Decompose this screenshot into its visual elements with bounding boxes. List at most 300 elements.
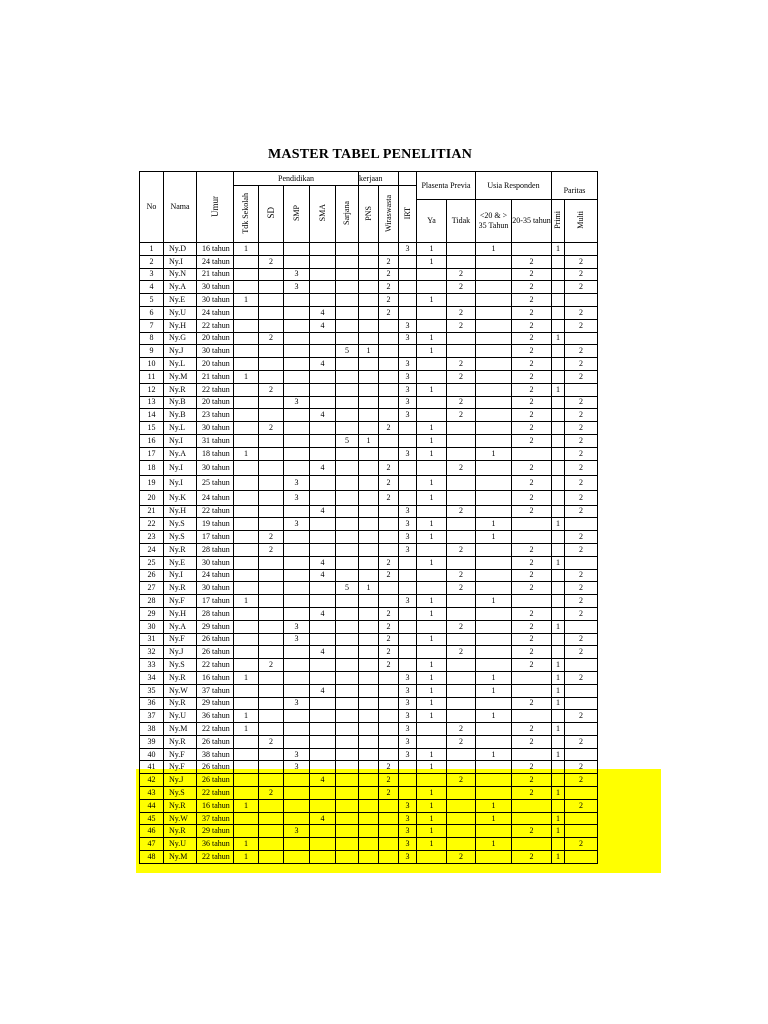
cell-pns: [359, 255, 379, 268]
cell-ya: 1: [417, 684, 447, 697]
cell-pns: 1: [359, 434, 379, 447]
cell-pns: [359, 518, 379, 531]
cell-wiraswasta: [379, 543, 399, 556]
cell-wiraswasta: [379, 748, 399, 761]
cell-tdk-sekolah: [234, 434, 259, 447]
cell-nama: Ny.E: [164, 556, 197, 569]
cell-primi: 1: [552, 787, 565, 800]
cell-sarjana: [336, 319, 359, 332]
cell-ya: 1: [417, 607, 447, 620]
cell-no: 5: [140, 294, 164, 307]
cell-usia-lt20: [476, 294, 512, 307]
cell-umur: 30 tahun: [197, 582, 234, 595]
cell-usia-20-35: [512, 748, 552, 761]
cell-wiraswasta: 2: [379, 475, 399, 490]
cell-usia-20-35: 2: [512, 281, 552, 294]
cell-smp: 3: [284, 697, 310, 710]
cell-pns: 1: [359, 582, 379, 595]
cell-pns: [359, 505, 379, 518]
cell-sma: [310, 799, 336, 812]
cell-wiraswasta: [379, 518, 399, 531]
cell-no: 32: [140, 646, 164, 659]
cell-wiraswasta: [379, 358, 399, 371]
cell-primi: [552, 607, 565, 620]
cell-nama: Ny.J: [164, 345, 197, 358]
cell-primi: 1: [552, 697, 565, 710]
cell-umur: 30 tahun: [197, 345, 234, 358]
table-row: [140, 434, 598, 447]
cell-usia-20-35: [512, 531, 552, 544]
cell-ya: [417, 851, 447, 864]
cell-irt: [399, 306, 417, 319]
cell-sd: [259, 582, 284, 595]
table-row: [140, 531, 598, 544]
cell-usia-20-35: 2: [512, 294, 552, 307]
cell-sd: [259, 838, 284, 851]
cell-sd: [259, 358, 284, 371]
table-row: [140, 851, 598, 864]
cell-sma: [310, 748, 336, 761]
cell-umur: 28 tahun: [197, 607, 234, 620]
cell-irt: 3: [399, 543, 417, 556]
cell-nama: Ny.R: [164, 697, 197, 710]
cell-no: 48: [140, 851, 164, 864]
cell-smp: [284, 787, 310, 800]
cell-no: 23: [140, 531, 164, 544]
cell-sd: [259, 620, 284, 633]
cell-usia-20-35: 2: [512, 358, 552, 371]
cell-wiraswasta: [379, 332, 399, 345]
cell-primi: [552, 294, 565, 307]
cell-pns: [359, 409, 379, 422]
cell-usia-lt20: [476, 582, 512, 595]
cell-ya: [417, 723, 447, 736]
cell-multi: 2: [565, 447, 598, 460]
cell-tdk-sekolah: [234, 774, 259, 787]
cell-sarjana: [336, 543, 359, 556]
cell-sma: [310, 620, 336, 633]
cell-umur: 17 tahun: [197, 531, 234, 544]
cell-nama: Ny.U: [164, 710, 197, 723]
cell-primi: 1: [552, 332, 565, 345]
cell-primi: 1: [552, 825, 565, 838]
cell-usia-lt20: 1: [476, 671, 512, 684]
table-row: [140, 710, 598, 723]
cell-sma: [310, 268, 336, 281]
cell-irt: [399, 434, 417, 447]
cell-primi: [552, 460, 565, 475]
cell-sma: 4: [310, 556, 336, 569]
cell-tidak: [447, 607, 476, 620]
cell-usia-lt20: [476, 332, 512, 345]
cell-sma: [310, 294, 336, 307]
cell-smp: 3: [284, 761, 310, 774]
cell-nama: Ny.W: [164, 812, 197, 825]
cell-smp: [284, 684, 310, 697]
cell-wiraswasta: 2: [379, 607, 399, 620]
cell-usia-lt20: [476, 633, 512, 646]
cell-usia-lt20: [476, 475, 512, 490]
cell-smp: 3: [284, 281, 310, 294]
cell-sarjana: [336, 620, 359, 633]
cell-sd: [259, 851, 284, 864]
table-row: [140, 358, 598, 371]
cell-no: 19: [140, 475, 164, 490]
cell-tdk-sekolah: [234, 543, 259, 556]
cell-sd: 2: [259, 787, 284, 800]
cell-tdk-sekolah: [234, 358, 259, 371]
cell-smp: [284, 710, 310, 723]
cell-sd: [259, 268, 284, 281]
cell-sd: [259, 490, 284, 505]
cell-usia-20-35: 2: [512, 697, 552, 710]
cell-pns: [359, 787, 379, 800]
cell-primi: 1: [552, 243, 565, 256]
cell-tidak: [447, 761, 476, 774]
cell-sd: [259, 774, 284, 787]
cell-tidak: [447, 531, 476, 544]
cell-umur: 20 tahun: [197, 332, 234, 345]
cell-nama: Ny.F: [164, 761, 197, 774]
cell-usia-20-35: [512, 838, 552, 851]
cell-umur: 37 tahun: [197, 812, 234, 825]
cell-sarjana: [336, 646, 359, 659]
cell-sarjana: [336, 281, 359, 294]
cell-primi: [552, 761, 565, 774]
cell-sd: [259, 475, 284, 490]
cell-primi: 1: [552, 748, 565, 761]
cell-usia-lt20: 1: [476, 595, 512, 608]
cell-wiraswasta: 2: [379, 268, 399, 281]
cell-wiraswasta: 2: [379, 294, 399, 307]
cell-nama: Ny.E: [164, 294, 197, 307]
cell-umur: 22 tahun: [197, 505, 234, 518]
cell-nama: Ny.I: [164, 460, 197, 475]
cell-usia-lt20: [476, 697, 512, 710]
cell-multi: 2: [565, 505, 598, 518]
cell-wiraswasta: 2: [379, 659, 399, 672]
cell-sarjana: [336, 268, 359, 281]
cell-irt: 3: [399, 396, 417, 409]
cell-usia-lt20: [476, 319, 512, 332]
cell-sd: 2: [259, 659, 284, 672]
cell-tdk-sekolah: [234, 475, 259, 490]
cell-tidak: [447, 345, 476, 358]
cell-sd: [259, 243, 284, 256]
cell-sd: [259, 556, 284, 569]
cell-pns: [359, 684, 379, 697]
cell-nama: Ny.S: [164, 659, 197, 672]
cell-wiraswasta: [379, 409, 399, 422]
cell-tidak: 2: [447, 396, 476, 409]
cell-sma: 4: [310, 306, 336, 319]
cell-primi: 1: [552, 723, 565, 736]
header-multi-label: Multi: [576, 211, 585, 229]
cell-smp: [284, 531, 310, 544]
cell-sarjana: [336, 774, 359, 787]
cell-usia-lt20: 1: [476, 518, 512, 531]
cell-multi: 2: [565, 799, 598, 812]
cell-tidak: 2: [447, 723, 476, 736]
cell-sma: 4: [310, 646, 336, 659]
cell-umur: 29 tahun: [197, 620, 234, 633]
header-pns-label: PNS: [363, 205, 373, 221]
cell-sma: [310, 531, 336, 544]
cell-sarjana: [336, 838, 359, 851]
cell-usia-lt20: [476, 306, 512, 319]
cell-smp: [284, 595, 310, 608]
cell-usia-lt20: [476, 281, 512, 294]
cell-no: 16: [140, 434, 164, 447]
cell-sma: [310, 518, 336, 531]
cell-ya: [417, 569, 447, 582]
cell-ya: 1: [417, 595, 447, 608]
cell-sma: [310, 490, 336, 505]
cell-nama: Ny.I: [164, 434, 197, 447]
cell-irt: [399, 761, 417, 774]
cell-irt: 3: [399, 383, 417, 396]
cell-no: 11: [140, 370, 164, 383]
cell-irt: 3: [399, 710, 417, 723]
cell-sma: 4: [310, 684, 336, 697]
cell-sd: [259, 812, 284, 825]
cell-sma: [310, 851, 336, 864]
cell-multi: 2: [565, 345, 598, 358]
cell-usia-lt20: [476, 646, 512, 659]
cell-tdk-sekolah: [234, 396, 259, 409]
cell-sd: [259, 633, 284, 646]
cell-smp: 3: [284, 620, 310, 633]
cell-usia-20-35: [512, 518, 552, 531]
table-row: [140, 370, 598, 383]
cell-umur: 38 tahun: [197, 748, 234, 761]
table-row: [140, 306, 598, 319]
cell-tdk-sekolah: 1: [234, 294, 259, 307]
cell-smp: 3: [284, 748, 310, 761]
cell-nama: Ny.I: [164, 569, 197, 582]
cell-tidak: [447, 697, 476, 710]
cell-ya: 1: [417, 383, 447, 396]
cell-sarjana: [336, 556, 359, 569]
cell-umur: 31 tahun: [197, 434, 234, 447]
cell-umur: 22 tahun: [197, 383, 234, 396]
cell-nama: Ny.A: [164, 447, 197, 460]
cell-pns: [359, 799, 379, 812]
cell-sarjana: [336, 735, 359, 748]
cell-no: 40: [140, 748, 164, 761]
cell-umur: 36 tahun: [197, 838, 234, 851]
cell-usia-lt20: [476, 396, 512, 409]
cell-usia-20-35: 2: [512, 345, 552, 358]
cell-tdk-sekolah: 1: [234, 838, 259, 851]
cell-smp: [284, 543, 310, 556]
cell-tdk-sekolah: [234, 531, 259, 544]
cell-sd: [259, 569, 284, 582]
cell-ya: 1: [417, 531, 447, 544]
cell-irt: [399, 422, 417, 435]
cell-usia-lt20: [476, 255, 512, 268]
cell-sd: [259, 607, 284, 620]
cell-nama: Ny.D: [164, 243, 197, 256]
cell-pns: [359, 748, 379, 761]
header-multi: [565, 200, 598, 243]
cell-usia-lt20: [476, 569, 512, 582]
cell-irt: 3: [399, 723, 417, 736]
cell-no: 13: [140, 396, 164, 409]
cell-usia-20-35: 2: [512, 556, 552, 569]
cell-ya: [417, 543, 447, 556]
cell-ya: [417, 306, 447, 319]
cell-smp: [284, 409, 310, 422]
cell-sarjana: [336, 799, 359, 812]
cell-pns: [359, 332, 379, 345]
cell-multi: [565, 383, 598, 396]
cell-primi: [552, 281, 565, 294]
cell-ya: [417, 460, 447, 475]
cell-multi: [565, 243, 598, 256]
cell-tidak: [447, 825, 476, 838]
cell-sd: [259, 518, 284, 531]
cell-wiraswasta: 2: [379, 620, 399, 633]
cell-ya: [417, 319, 447, 332]
cell-multi: [565, 659, 598, 672]
cell-sd: [259, 306, 284, 319]
cell-smp: [284, 358, 310, 371]
cell-irt: [399, 268, 417, 281]
cell-usia-lt20: [476, 607, 512, 620]
cell-sma: 4: [310, 569, 336, 582]
cell-pns: [359, 383, 379, 396]
cell-usia-lt20: 1: [476, 748, 512, 761]
header-primi: [552, 200, 565, 243]
cell-sd: [259, 409, 284, 422]
cell-usia-20-35: 2: [512, 774, 552, 787]
cell-tdk-sekolah: [234, 761, 259, 774]
cell-irt: 3: [399, 409, 417, 422]
cell-pns: 1: [359, 345, 379, 358]
table-row: [140, 569, 598, 582]
cell-wiraswasta: [379, 710, 399, 723]
cell-usia-20-35: [512, 684, 552, 697]
cell-umur: 26 tahun: [197, 646, 234, 659]
cell-usia-lt20: 1: [476, 243, 512, 256]
cell-pns: [359, 761, 379, 774]
cell-pns: [359, 723, 379, 736]
cell-wiraswasta: [379, 595, 399, 608]
cell-usia-20-35: [512, 812, 552, 825]
cell-multi: 2: [565, 396, 598, 409]
cell-ya: 1: [417, 556, 447, 569]
table-row: [140, 774, 598, 787]
cell-irt: [399, 787, 417, 800]
cell-usia-20-35: 2: [512, 396, 552, 409]
header-usia-lt20: <20 & > 35 Tahun: [476, 200, 512, 243]
cell-no: 7: [140, 319, 164, 332]
cell-tidak: [447, 422, 476, 435]
cell-sd: 2: [259, 332, 284, 345]
cell-wiraswasta: 2: [379, 490, 399, 505]
table-row: [140, 787, 598, 800]
cell-sma: [310, 761, 336, 774]
cell-pns: [359, 607, 379, 620]
header-usia-20-35: 20-35 tahun: [512, 200, 552, 243]
cell-tdk-sekolah: [234, 422, 259, 435]
cell-umur: 37 tahun: [197, 684, 234, 697]
cell-irt: 3: [399, 243, 417, 256]
cell-no: 42: [140, 774, 164, 787]
cell-no: 21: [140, 505, 164, 518]
table-row: [140, 825, 598, 838]
cell-no: 9: [140, 345, 164, 358]
cell-tidak: [447, 518, 476, 531]
cell-ya: [417, 735, 447, 748]
cell-tdk-sekolah: [234, 383, 259, 396]
cell-primi: [552, 490, 565, 505]
cell-no: 45: [140, 812, 164, 825]
cell-tidak: [447, 490, 476, 505]
cell-multi: 2: [565, 434, 598, 447]
cell-multi: 2: [565, 531, 598, 544]
cell-nama: Ny.H: [164, 607, 197, 620]
cell-pns: [359, 490, 379, 505]
header-ya: Ya: [417, 200, 447, 243]
header-tidak: Tidak: [447, 200, 476, 243]
cell-sd: [259, 345, 284, 358]
cell-irt: 3: [399, 319, 417, 332]
cell-usia-lt20: [476, 735, 512, 748]
cell-pns: [359, 422, 379, 435]
header-wiraswasta: [379, 186, 399, 243]
cell-tidak: 2: [447, 319, 476, 332]
cell-pns: [359, 735, 379, 748]
cell-tidak: [447, 812, 476, 825]
cell-smp: 3: [284, 633, 310, 646]
cell-usia-20-35: [512, 799, 552, 812]
table-row: [140, 332, 598, 345]
header-umur-label: Umur: [209, 195, 220, 217]
cell-no: 29: [140, 607, 164, 620]
cell-usia-lt20: 1: [476, 684, 512, 697]
cell-umur: 24 tahun: [197, 490, 234, 505]
cell-nama: Ny.L: [164, 422, 197, 435]
table-row: [140, 748, 598, 761]
cell-umur: 30 tahun: [197, 422, 234, 435]
cell-sd: [259, 294, 284, 307]
cell-sma: [310, 396, 336, 409]
cell-no: 46: [140, 825, 164, 838]
cell-smp: [284, 447, 310, 460]
cell-nama: Ny.A: [164, 620, 197, 633]
cell-sma: [310, 243, 336, 256]
header-blank: [399, 172, 417, 186]
cell-wiraswasta: [379, 684, 399, 697]
cell-tidak: 2: [447, 620, 476, 633]
cell-usia-lt20: [476, 543, 512, 556]
cell-usia-lt20: [476, 358, 512, 371]
cell-pns: [359, 633, 379, 646]
cell-sma: [310, 475, 336, 490]
cell-ya: 1: [417, 294, 447, 307]
cell-usia-lt20: [476, 370, 512, 383]
cell-umur: 16 tahun: [197, 799, 234, 812]
cell-wiraswasta: 2: [379, 255, 399, 268]
cell-smp: [284, 735, 310, 748]
cell-umur: 19 tahun: [197, 518, 234, 531]
cell-tidak: [447, 255, 476, 268]
header-sd-label: SD: [265, 207, 276, 219]
cell-irt: 3: [399, 851, 417, 864]
cell-irt: 3: [399, 735, 417, 748]
